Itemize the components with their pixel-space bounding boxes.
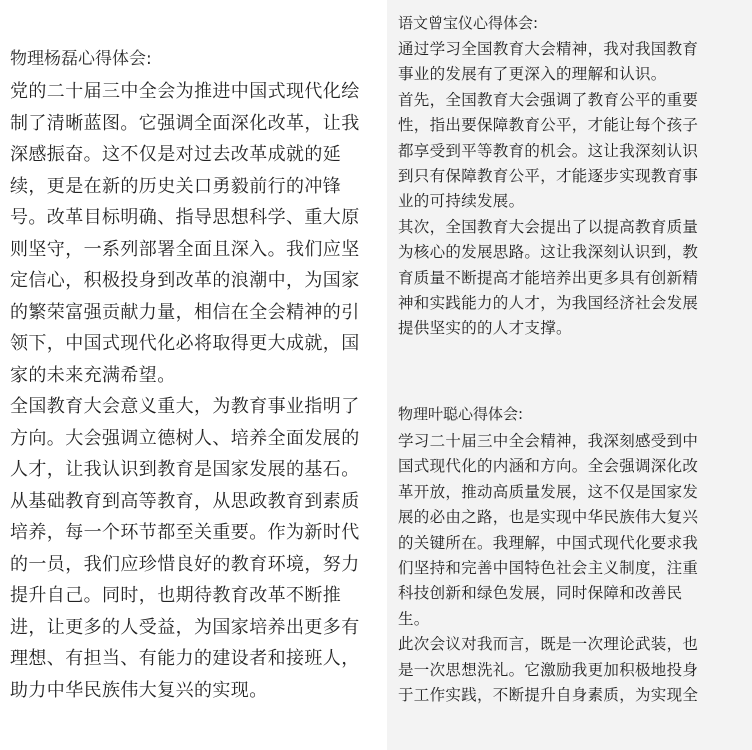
text-line: 神和实践能力的人才，为我国经济社会发展	[398, 294, 699, 313]
text-line: 的关键所在。我理解，中国式现代化要求我	[398, 533, 699, 552]
text-line: 通过学习全国教育大会精神，我对我国教育	[398, 40, 699, 58]
text-line: 领下，中国式现代化必将取得更大成就，国	[10, 333, 360, 354]
text-line: 家的未来充满希望。	[10, 364, 176, 386]
section-title-zeng: 语文曾宝仪心得体会:	[398, 14, 539, 32]
text-line: 定信心，积极投身到改革的浪潮中，为国家	[10, 270, 360, 291]
text-line: 首先，全国教育大会强调了教育公平的重要	[398, 90, 699, 109]
left-article-title: 物理杨磊心得体会:	[10, 49, 152, 69]
text-line: 号。改革目标明确、指导思想科学、重大原	[10, 207, 360, 228]
text-line: 续，更是在新的历史关口勇毅前行的冲锋	[10, 175, 342, 197]
section-body-zeng	[398, 37, 698, 342]
text-line: 从基础教育到高等教育，从思政教育到素质	[10, 490, 360, 512]
text-line: 人才，让我认识到教育是国家发展的基石。	[10, 459, 360, 480]
right-article-panel	[387, 0, 752, 750]
text-line: 革开放，推动高质量发展，这不仅是国家发	[398, 482, 699, 501]
text-line: 提供坚实的的人才支撑。	[398, 319, 572, 338]
left-article-body	[10, 76, 360, 706]
text-line: 是一次思想洗礼。它激励我更加积极地投身	[398, 660, 699, 679]
text-line: 国式现代化的内涵和方向。全会强调深化改	[398, 457, 699, 476]
text-line: 助力中华民族伟大复兴的实现。	[10, 679, 268, 701]
text-line: 到只有保障教育公平，才能逐步实现教育事	[398, 167, 699, 186]
section-body-ye	[398, 429, 698, 708]
text-line: 都享受到平等教育的机会。这让我深刻认识	[398, 141, 699, 160]
text-line: 业的可持续发展。	[398, 192, 525, 211]
text-line: 于工作实践，不断提升自身素质，为实现全	[398, 686, 699, 705]
text-line: 则坚守，一系列部署全面且深入。我们应坚	[10, 238, 360, 260]
text-line: 性，指出要保障教育公平，才能让每个孩子	[398, 116, 699, 135]
text-line: 制了清晰蓝图。它强调全面深化改革，让我	[10, 112, 360, 134]
text-line: 深感振奋。这不仅是对过去改革成就的延	[10, 144, 342, 165]
text-line: 党的二十届三中全会为推进中国式现代化绘	[10, 81, 360, 102]
text-line: 其次，全国教育大会提出了以提高教育质量	[398, 217, 699, 236]
text-line: 进，让更多的人受益，为国家培养出更多有	[10, 616, 360, 638]
text-line: 此次会议对我而言，既是一次理论武装，也	[398, 635, 699, 654]
section-title-ye: 物理叶聪心得体会:	[398, 405, 524, 423]
text-line: 方向。大会强调立德树人、培养全面发展的	[10, 427, 360, 449]
text-line: 展的必由之路，也是实现中华民族伟大复兴	[398, 508, 699, 527]
text-line: 学习二十届三中全会精神，我深刻感受到中	[398, 432, 699, 450]
text-line: 理想、有担当、有能力的建设者和接班人，	[10, 648, 360, 669]
text-line: 提升自己。同时，也期待教育改革不断推	[10, 585, 342, 606]
text-line: 培养，每一个环节都至关重要。作为新时代	[10, 522, 360, 543]
text-line: 全国教育大会意义重大，为教育事业指明了	[10, 396, 360, 417]
text-line: 的繁荣富强贡献力量，相信在全会精神的引	[10, 301, 360, 323]
text-line: 生。	[398, 609, 430, 628]
text-line: 为核心的发展思路。这让我深刻认识到，教	[398, 243, 699, 262]
text-line: 科技创新和绿色发展，同时保障和改善民	[398, 584, 683, 603]
text-line: 育质量不断提高才能培养出更多具有创新精	[398, 268, 699, 287]
text-line: 事业的发展有了更深入的理解和认识。	[398, 65, 667, 84]
text-line: 的一员，我们应珍惜良好的教育环境，努力	[10, 553, 360, 575]
text-line: 们坚持和完善中国特色社会主义制度，注重	[398, 559, 699, 578]
